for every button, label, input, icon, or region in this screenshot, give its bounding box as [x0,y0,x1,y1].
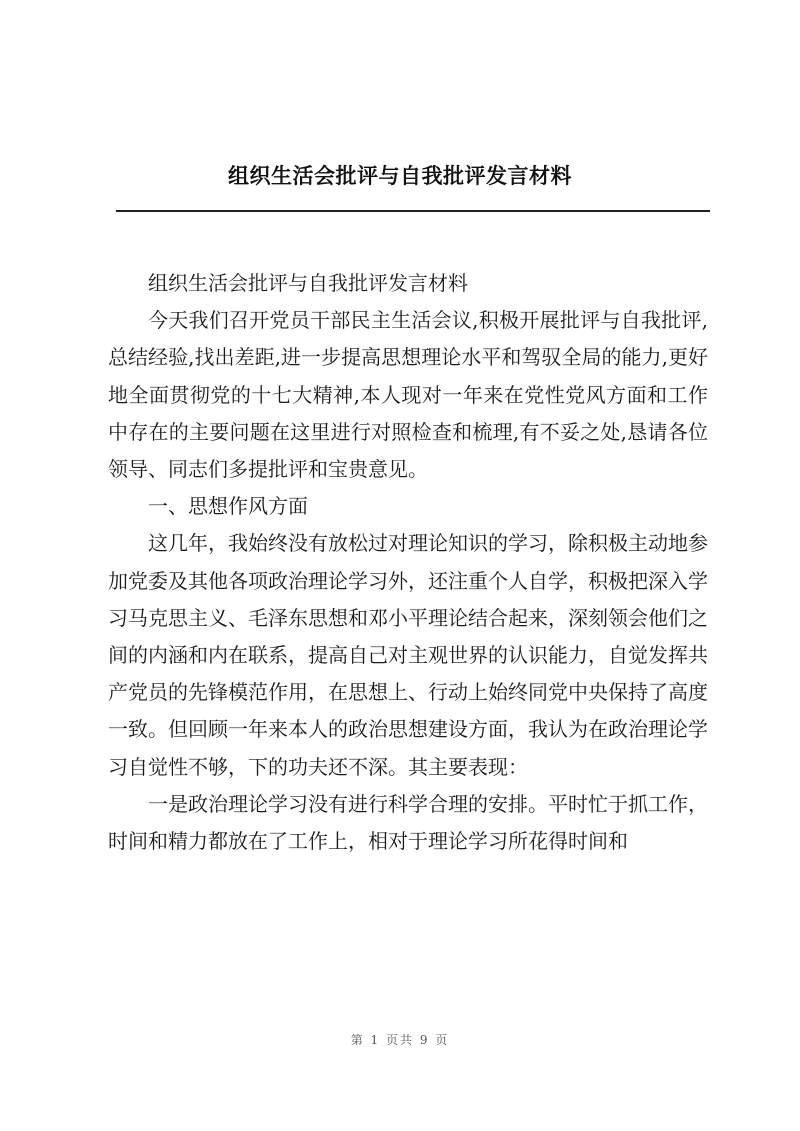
section-heading: 一、思想作风方面 [148,494,308,519]
paragraph-point-one: 一是政治理论学习没有进行科学合理的安排。平时忙于抓工作，时间和精力都放在了工作上，相对于理论学习所花得时间和 [108,791,708,854]
title-divider [116,210,710,212]
paragraph-intro: 今天我们召开党员干部民主生活会议,积极开展批评与自我批评,总结经验,找出差距,进一步提高思想理论水平和驾驭全局的能力,更好地全面贯彻党的十七大精神,本人现对一年来在党性党风方面和工作中存在的主要问题在这里进行对照检查和梳理,有不妥之处,恳请各位领导、同志们多提批评和宝贵意见。 [108,308,708,482]
document-body [108,265,708,860]
page-title: 组织生活会批评与自我批评发言材料 [228,164,572,188]
page-number-footer: 第 1 页共 9 页 [350,1033,450,1047]
paragraph-thought-style: 这几年，我始终没有放松过对理论知识的学习，除积极主动地参加党委及其他各项政治理论学习外，还注重个人自学，积极把深入学习马克思主义、毛泽东思想和邓小平理论结合起来，深刻领会他们之间的内涵和内在联系，提高自己对主观世界的认识能力，自觉发挥共产党员的先锋模范作用，在思想上、行动上始终同党中央保持了高度一致。但回顾一年来本人的政治思想建设方面，我认为在政治理论学习自觉性不够，下的功夫还不深。其主要表现： [108,531,708,779]
paragraph-heading: 组织生活会批评与自我批评发言材料 [148,271,468,295]
